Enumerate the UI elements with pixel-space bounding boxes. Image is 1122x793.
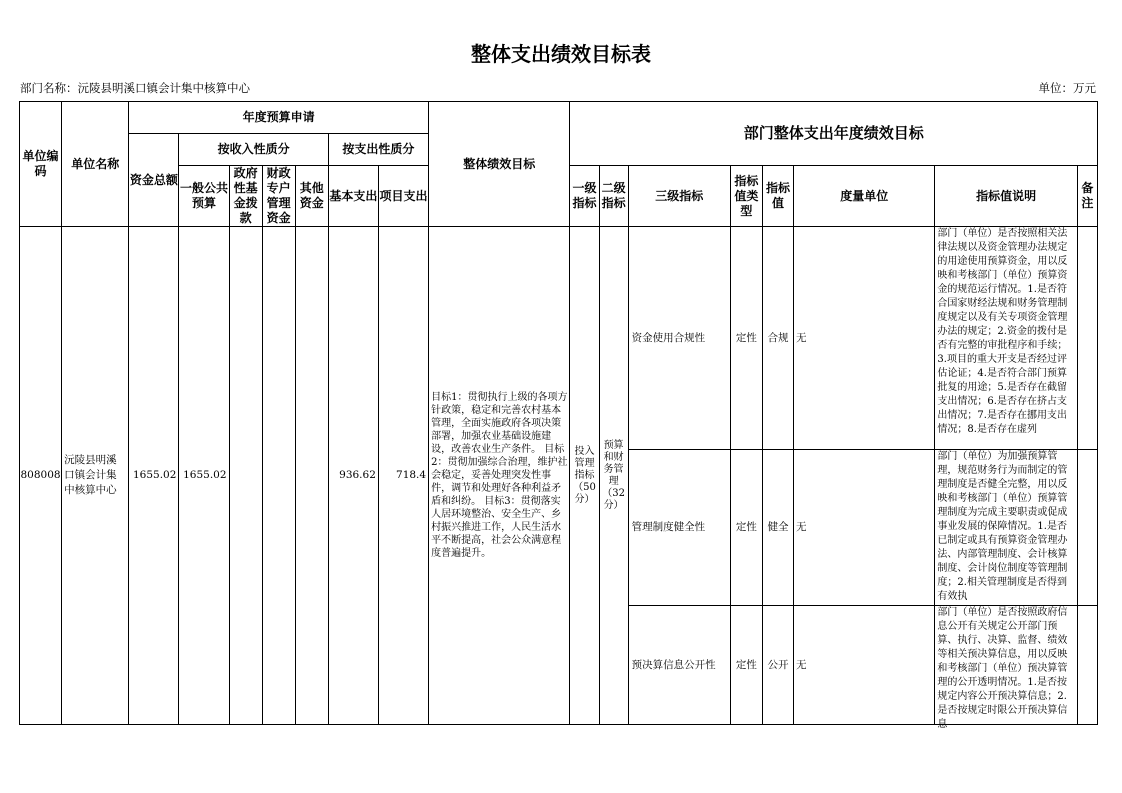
indicator-type: 定性 bbox=[730, 227, 762, 450]
indicator-lvl3: 管理制度健全性 bbox=[628, 450, 730, 606]
header-basic-exp: 基本支出 bbox=[328, 166, 378, 227]
unit-name-cell: 沅陵县明溪口镇会计集中核算中心 bbox=[62, 227, 129, 725]
header-ind-type: 指标值类型 bbox=[730, 166, 762, 227]
indicator-type: 定性 bbox=[730, 606, 762, 725]
indicator-type: 定性 bbox=[730, 450, 762, 606]
indicator-desc-cell bbox=[935, 450, 1077, 606]
header-by-expense: 按支出性质分 bbox=[328, 134, 428, 166]
header-overall-goal: 整体绩效目标 bbox=[429, 102, 570, 227]
header-lvl3: 三级指标 bbox=[628, 166, 730, 227]
header-unit-code: 单位编码 bbox=[20, 102, 62, 227]
header-ind-desc: 指标值说明 bbox=[935, 166, 1077, 227]
indicator-desc: 部门（单位）为加强预算管理，规范财务行为而制定的管理制度是否健全完整，用以反映和考核部门（单位）预算管理制度为完成主要职责或促成事业发展的保障情况。1.是否已制定或具有预算资金管理办法、内部管理制度、会计核算制度、会计岗位制度等管理制度；2.相关管理制度是否得到有效执 bbox=[937, 451, 1068, 602]
header-ind-value: 指标值 bbox=[762, 166, 793, 227]
indicator-remark bbox=[1077, 227, 1097, 450]
header-special-mgmt: 财政专户管理资金 bbox=[262, 166, 295, 227]
performance-table bbox=[19, 101, 1098, 730]
indicator-value: 健全 bbox=[762, 450, 793, 606]
indicator-measure: 无 bbox=[794, 227, 935, 450]
page-title: 整体支出绩效目标表 bbox=[471, 42, 651, 66]
header-general-budget: 一般公共预算 bbox=[179, 166, 229, 227]
header-unit-name: 单位名称 bbox=[62, 102, 129, 227]
header-annual-budget: 年度预算申请 bbox=[129, 102, 429, 134]
total-funds-cell: 1655.02 bbox=[129, 227, 179, 725]
other-funds-cell bbox=[295, 227, 328, 725]
indicator-desc-cell bbox=[935, 227, 1077, 450]
indicator-value: 公开 bbox=[762, 606, 793, 725]
department-name: 部门名称：沅陵县明溪口镇会计集中核算中心 bbox=[20, 81, 250, 95]
header-dept-goal: 部门整体支出年度绩效目标 bbox=[570, 102, 1098, 166]
header-lvl2: 二级指标 bbox=[599, 166, 628, 227]
indicator-lvl3: 预决算信息公开性 bbox=[628, 606, 730, 725]
header-project-exp: 项目支出 bbox=[378, 166, 428, 227]
header-remark: 备注 bbox=[1077, 166, 1097, 227]
indicator-value: 合规 bbox=[762, 227, 793, 450]
indicator-remark bbox=[1077, 606, 1097, 725]
lvl2-cell: 预算和财务管理（32分） bbox=[599, 227, 628, 725]
header-lvl1: 一级指标 bbox=[570, 166, 599, 227]
indicator-desc: 部门（单位）是否按照政府信息公开有关规定公开部门预算、执行、决算、监督、绩效等相关预决算信息，用以反映和考核部门（单位）预决算管理的公开透明情况。1.是否按规定内容公开预决算信息；2.是否按规定时限公开预决算信息 bbox=[937, 607, 1068, 730]
header-other-funds: 其他资金 bbox=[295, 166, 328, 227]
indicator-desc: 部门（单位）是否按照相关法律法规以及资金管理办法规定的用途使用预算资金，用以反映和考核部门（单位）预算资金的规范运行情况。1.是否符合国家财经法规和财务管理制度规定以及有关专项资金管理办法的规定；2.资金的拨付是否有完整的审批程序和手续；3.项目的重大开支是否经过评估论证；4.是否符合部门预算批复的用途；5.是否存在截留支出情况；6.是否存在挤占支出情况；7.是否存在挪用支出情况；8.是否存在虚列 bbox=[937, 228, 1068, 435]
overall-goal-cell bbox=[429, 227, 570, 725]
indicator-lvl3: 资金使用合规性 bbox=[628, 227, 730, 450]
unit-code-cell: 808008 bbox=[20, 227, 62, 725]
indicator-desc-cell bbox=[935, 606, 1077, 730]
unit-label: 单位：万元 bbox=[1038, 81, 1096, 95]
indicator-measure: 无 bbox=[794, 606, 935, 725]
indicator-remark bbox=[1077, 450, 1097, 606]
general-budget-cell: 1655.02 bbox=[179, 227, 229, 725]
basic-exp-cell: 936.62 bbox=[328, 227, 378, 725]
header-total-funds: 资金总额 bbox=[129, 134, 179, 227]
lvl1-cell: 投入管理指标（50分） bbox=[570, 227, 599, 725]
overall-goal-text: 目标1：贯彻执行上级的各项方针政策，稳定和完善农村基本管理，全面实施政府各项决策部署，加强农业基础设施建设，改善农业生产条件。 目标2：贯彻加强综合治理，维护社会稳定，妥善处理突发性事件，调节和处理好各种利益矛盾和纠纷。 目标3：贯彻落实人居环境整治、安全生产、乡村振兴推进工作，人民生活水平不断提高，社会公众满意程度普遍提升。 bbox=[431, 392, 568, 559]
indicator-measure: 无 bbox=[794, 450, 935, 606]
project-exp-cell: 718.4 bbox=[378, 227, 428, 725]
special-mgmt-cell bbox=[262, 227, 295, 725]
header-gov-fund: 政府性基金拨款 bbox=[229, 166, 262, 227]
header-measure-unit: 度量单位 bbox=[794, 166, 935, 227]
gov-fund-cell bbox=[229, 227, 262, 725]
header-by-income: 按收入性质分 bbox=[179, 134, 328, 166]
